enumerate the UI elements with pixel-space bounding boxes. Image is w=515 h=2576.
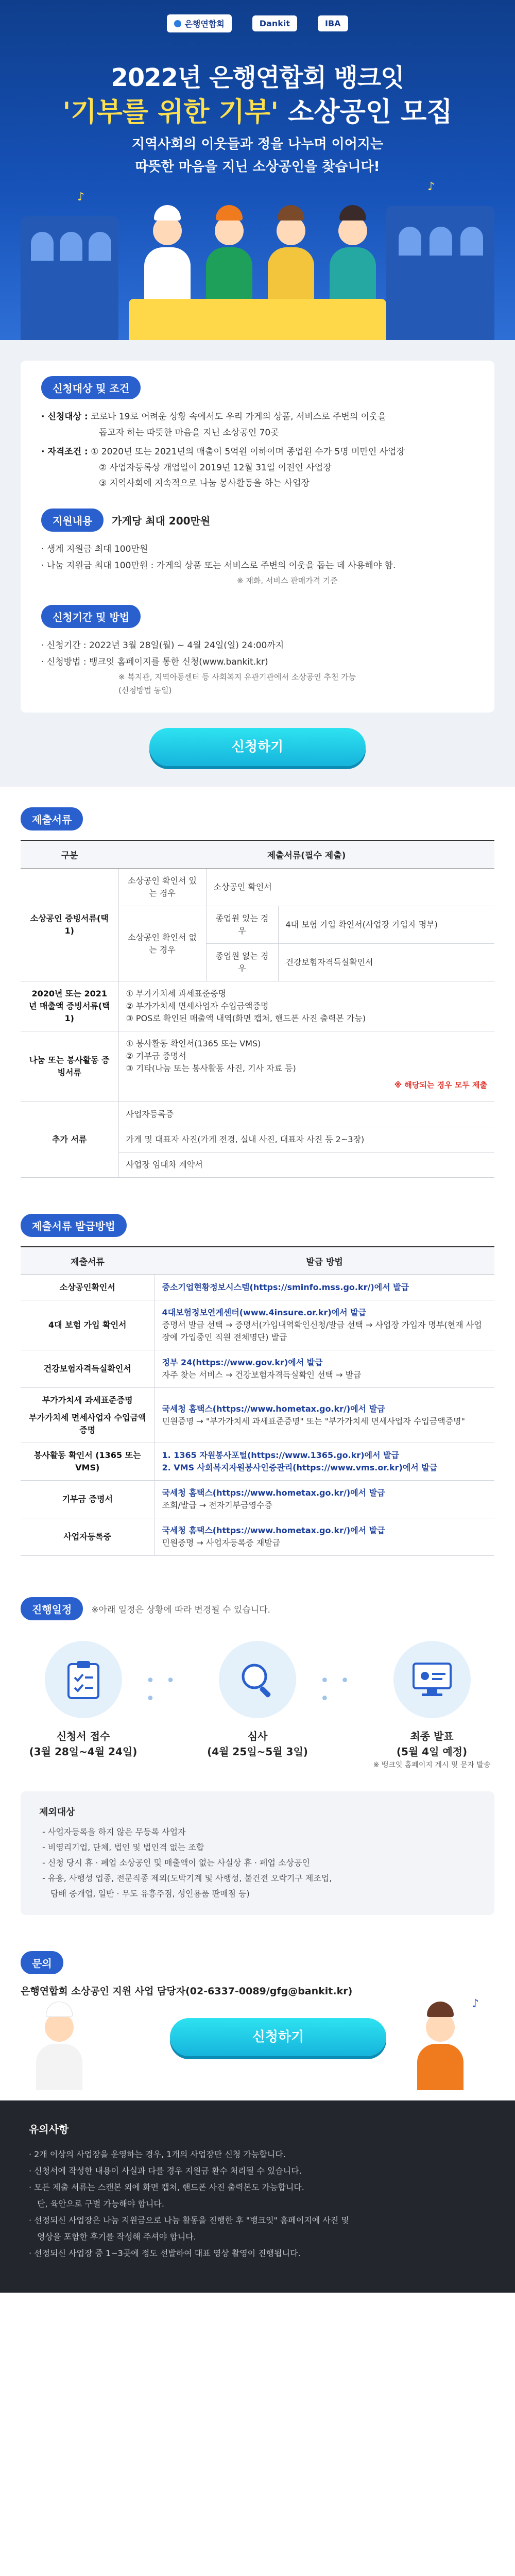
monitor-icon <box>393 1641 471 1718</box>
apply-card <box>21 361 494 713</box>
support-block: 지원내용 가게당 최대 200만원 · 생계 지원금 최대 100만원 · 나눔 지원금 최대 100만원 : 가게의 상품 또는 서비스로 주변의 이웃을 돕는 데 사용해야 함. ※ 재화, 서비스 판매가격 기준 <box>41 509 474 587</box>
condition-pill: 신청대상 및 조건 <box>41 376 141 399</box>
step-review: 심사 (4월 25일~5월 3일) <box>195 1641 320 1759</box>
apply-button[interactable]: 신청하기 <box>149 728 366 766</box>
sparkle-icon: ♪ <box>77 191 85 204</box>
contact-text: 은행연합회 소상공인 지원 사업 담당자(02-6337-0089/gfg@bankit.kr) <box>21 1986 353 1997</box>
logo-kfb: 은행연합회 <box>167 14 231 32</box>
documents-section <box>0 787 515 1193</box>
contact-section <box>0 1930 515 2100</box>
period-block: 신청기간 및 방법 · 신청기간 : 2022년 3월 28일(월) ~ 4월 24일(일) 24:00까지 · 신청방법 : 뱅크잇 홈페이지를 통한 신청(www.bankit.kr) ※ 복지관, 지역아동센터 등 사회복지 유관기관에서 소상공인 추천 가능 (신청방법 동일) <box>41 605 474 697</box>
exclusion-box: 제외대상 - 사업자등록을 하지 않은 무등록 사업자 - 비영리기업, 단체, 법인 및 법인격 없는 조합 - 신청 당시 휴 · 폐업 소상공인 및 매출액이 없는 사실상 휴 · 폐업 소상공인 - 유흥, 사행성 업종, 전문직종 제외(도박기계 및 사행성, 불건전 오락기구 제조업, 담배 중개업, 일반 · 무도 유흥주점, 성인용품 판매점 등) <box>21 1791 494 1915</box>
hero-illustration <box>0 180 515 340</box>
period-pill: 신청기간 및 방법 <box>41 605 141 628</box>
logo-bankit: Dankit <box>252 15 297 31</box>
notice-footer: 유의사항 · 2개 이상의 사업장을 운영하는 경우, 1개의 사업장만 신청 가능합니다. · 신청서에 작성한 내용이 사실과 다를 경우 지원금 환수 처리될 수 있습니다. · 모든 제출 서류는 스캔본 외에 화면 캡처, 핸드폰 사진 출력본도 가능합니다. 단, 육안으로 구별 가능해야 합니다. · 선정되신 사업장은 나눔 지원금으로 나눔 활동을 진행한 후 "뱅크잇" 홈페이지에 사진 및 영상을 포함한 후기를 작성해 주셔야 합니다. · 선정되신 사업장 중 1~3곳에 정도 선발하여 대표 영상 촬영이 진행됩니다. <box>0 2100 515 2293</box>
merchant-figure <box>330 216 376 309</box>
documents-pill: 제출서류 <box>21 807 83 831</box>
magnifier-icon <box>219 1641 296 1718</box>
apply-button-bottom[interactable]: 신청하기 <box>170 2018 386 2056</box>
contact-illustration <box>21 1997 494 2090</box>
florist-figure <box>268 216 314 309</box>
condition-block: 신청대상 및 조건 · 신청대상 : 코로나 19로 어려운 상황 속에서도 우리 가게의 상품, 서비스로 주변의 이웃을 돕고자 하는 따뜻한 마음을 지닌 소상공인 70곳 · 자격조건 : ① 2020년 또는 2021년의 매출이 5억원 이하이며 종업원 수가 5명 미만인 사업장 ② 사업자등록상 개업일이 2019년 12월 31일 이전인 사업장 ③ 지역사회에 지속적으로 나눔 봉사활동을 하는 사업장 <box>41 376 474 491</box>
sparkle-icon: ♪ <box>427 180 435 193</box>
step-apply: 신청서 접수 (3월 28일~4월 24일) <box>21 1641 146 1759</box>
counter-illustration <box>129 299 386 340</box>
chef-figure <box>144 216 191 309</box>
shop-left-illustration <box>21 216 118 340</box>
hero-description: 지역사회의 이웃들과 정을 나누며 이어지는 따뜻한 마음을 지닌 소상공인을 찾습니다! <box>131 137 384 175</box>
hero-banner <box>0 0 515 340</box>
shopkeeper-figure <box>417 2013 464 2090</box>
schedule-section: 진행일정 ※아래 일정은 상황에 따라 변경될 수 있습니다. 신청서 접수 (3월 28일~4월 24일) • • • 심사 (4월 25일~5월 3일) • • • 최종 발표 (5월 4일 예정) ※ 뱅크잇 홈페이지 게시 및 문자 발송 제외대상 - 사업자등록을 하지 않은 무등록 사업자 - 비영리기업, 단체, 법인 및 법인격 없는 조합 - 신청 당시 휴 · 폐업 소상공인 및 매출액이 없는 사실상 휴 · 폐업 소상공인 - 유흥, 사행성 업종, 전문직종 제외(도박기계 및 사행성, 불건전 오락기구 제조업, 담배 중개업, 일반 · 무도 유흥주점, 성인용품 판매점 등) <box>0 1571 515 1930</box>
chef-figure <box>36 2013 82 2090</box>
shop-right-illustration <box>386 206 494 340</box>
logo-iba: IBA <box>318 15 348 31</box>
worker-figure <box>206 216 252 309</box>
music-note-icon: ♪ <box>471 1997 479 2010</box>
contact-pill: 문의 <box>21 1951 63 1974</box>
apply-section <box>0 340 515 787</box>
schedule-pill: 진행일정 <box>21 1597 83 1620</box>
step-announce: 최종 발표 (5월 4일 예정) ※ 뱅크잇 홈페이지 게시 및 문자 발송 <box>369 1641 494 1771</box>
hero-subtitle: '기부를 위한 기부' 소상공인 모집 <box>62 97 453 128</box>
documents-table: 구분 제출서류(필수 제출) 소상공인 증빙서류(택1) 소상공인 확인서 있는 경우 소상공인 확인서 소상공인 확인서 없는 경우 종업원 있는 경우 4대 보험 가입 확인서(사업장 가입자 명부) 종업원 없는 경우 건강보험자격득실확인서 2020년 또는 2021년 매출액 증빙서류(택1) ① 부가가치세 과세표준증명 ② 부가가치세 면세사업자 수입금액증명 ③ POS로 확인된 매출액 내역(화면 캡처, 핸드폰 사진 출력본 가능) 나눔 또는 봉사활동 증빙서류 ① 봉사활동 확인서(1365 또는 VMS) ② 기부금 증명서 ③ 기타(나눔 또는 봉사활동 사진, 기사 자료 등) ※ 해당되는 경우 모두 제출 추가 서류 사업자등록증 가게 및 대표자 사진(가게 전경, 실내 사진, 대표자 사진 등 2~3장) 사업장 임대차 계약서 <box>21 840 494 1178</box>
issue-section <box>0 1193 515 1571</box>
hero-logos <box>0 14 515 32</box>
issue-table: 제출서류 발급 방법 소상공인확인서 중소기업현황정보시스템(https://sminfo.mss.go.kr/)에서 발급 4대 보험 가입 확인서 4대보험정보연계센터(www.4insure.or.kr)에서 발급 증명서 발급 선택 → 증명서(가입내역확인신청/발급 선택 → 사업장 가입자 명부(현재 사업장에 가입중인 직원 전체명단) 발급 건강보험자격득실확인서 정부 24(https://www.gov.kr)에서 발급 자주 찾는 서비스 → 건강보험자격득실확인 선택 → 발급 부가가치세 과세표준증명 부가가치세 면세사업자 수입금액증명 국세청 홈택스(https://www.hometax.go.kr/)에서 발급 민원증명 → "부가가치세 과세표준증명" 또는 "부가가치세 면세사업자 수입금액증명" 봉사활동 확인서 (1365 또는 VMS) 1. 1365 자원봉사포털(https://www.1365.go.kr)에서 발급 2. VMS 사회복지자원봉사인증관리(https://www.vms.or.kr)에서 발급 기부금 증명서 국세청 홈택스(https://www.hometax.go.kr/)에서 발급 조회/발급 → 전자기부금영수증 사업자등록증 국세청 홈택스(https://www.hometax.go.kr/)에서 발급 민원증명 → 사업자등록증 재발급 <box>21 1246 494 1556</box>
red-note: ※ 해당되는 경우 모두 제출 <box>394 1080 487 1090</box>
hero-title: 2022년 은행연합회 뱅크잇 <box>111 63 404 92</box>
clipboard-icon <box>45 1641 122 1718</box>
support-pill: 지원내용 <box>41 509 104 532</box>
issue-pill: 제출서류 발급방법 <box>21 1214 127 1237</box>
schedule-steps: 신청서 접수 (3월 28일~4월 24일) • • • 심사 (4월 25일~5월 3일) • • • 최종 발표 (5월 4일 예정) ※ 뱅크잇 홈페이지 게시 및 문자 발송 <box>21 1641 494 1771</box>
